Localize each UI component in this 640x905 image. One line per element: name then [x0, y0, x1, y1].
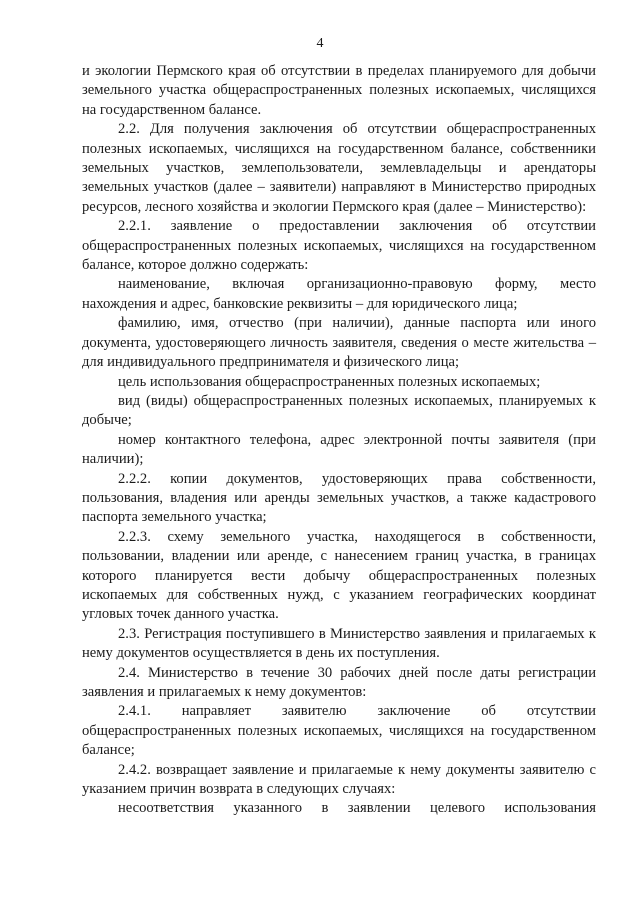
paragraph-contact-info: номер контактного телефона, адрес электронной почты заявителя (при наличии);	[82, 431, 596, 468]
paragraph-2-4: 2.4. Министерство в течение 30 рабочих дней после даты регистрации заявления и прилагаемых к нему документов:	[82, 664, 596, 700]
page-number: 4	[316, 36, 324, 51]
paragraph-mismatch-case: несоответствия указанного в заявлении целевого использования	[118, 800, 596, 817]
paragraph-2-2-1: 2.2.1. заявление о предоставлении заключения об отсутствии общераспространенных полезных ископаемых, числящихся на государственном балансе, которое должно содержать:	[82, 218, 596, 274]
document-body	[82, 62, 596, 819]
paragraph-mineral-types: вид (виды) общераспространенных полезных ископаемых, планируемых к добыче;	[82, 392, 596, 429]
paragraph-2-4-2: 2.4.2. возвращает заявление и прилагаемые к нему документы заявителю с указанием причин возврата в следующих случаях:	[82, 761, 596, 798]
paragraph-2-4-1: 2.4.1. направляет заявителю заключение об отсутствии общераспространенных полезных ископаемых, числящихся на государственном балансе;	[82, 703, 596, 759]
paragraph-legal-entity-info: наименование, включая организационно-правовую форму, место нахождения и адрес, банковские реквизиты – для юридического лица;	[82, 276, 596, 312]
paragraph-continuation: и экологии Пермского края об отсутствии в пределах планируемого для добычи земельного участка общераспространенных полезных ископаемых, числящихся на государственном балансе.	[82, 63, 596, 118]
paragraph-2-3: 2.3. Регистрация поступившего в Министерство заявления и прилагаемых к нему документов осуществляется в день их поступления.	[82, 625, 596, 662]
paragraph-individual-info: фамилию, имя, отчество (при наличии), данные паспорта или иного документа, удостоверяющего личность заявителя, сведения о месте жительства – для индивидуального предпринимателя и физического лица;	[82, 315, 596, 371]
paragraph-2-2-2: 2.2.2. копии документов, удостоверяющих права собственности, пользования, владения или аренды земельных участков, а также кадастрового паспорта земельного участка;	[82, 470, 596, 526]
paragraph-2-2-3: 2.2.3. схему земельного участка, находящегося в собственности, пользовании, владении или аренде, с нанесением границ участка, в границах которого планируется вести добычу общераспространенных полезных ископаемых для собственных нужд, с указанием географических координат угловых точек данного участка.	[82, 528, 596, 623]
paragraph-usage-purpose: цель использования общераспространенных полезных ископаемых;	[118, 373, 541, 390]
paragraph-2-2: 2.2. Для получения заключения об отсутствии общераспространенных полезных ископаемых, числящихся на государственном балансе, собственники земельных участков, землепользователи, землевладельцы и арендаторы земельных участков (далее – заявители) направляют в Министерство природных ресурсов, лесного хозяйства и экологии Пермского края (далее – Министерство):	[82, 121, 596, 215]
